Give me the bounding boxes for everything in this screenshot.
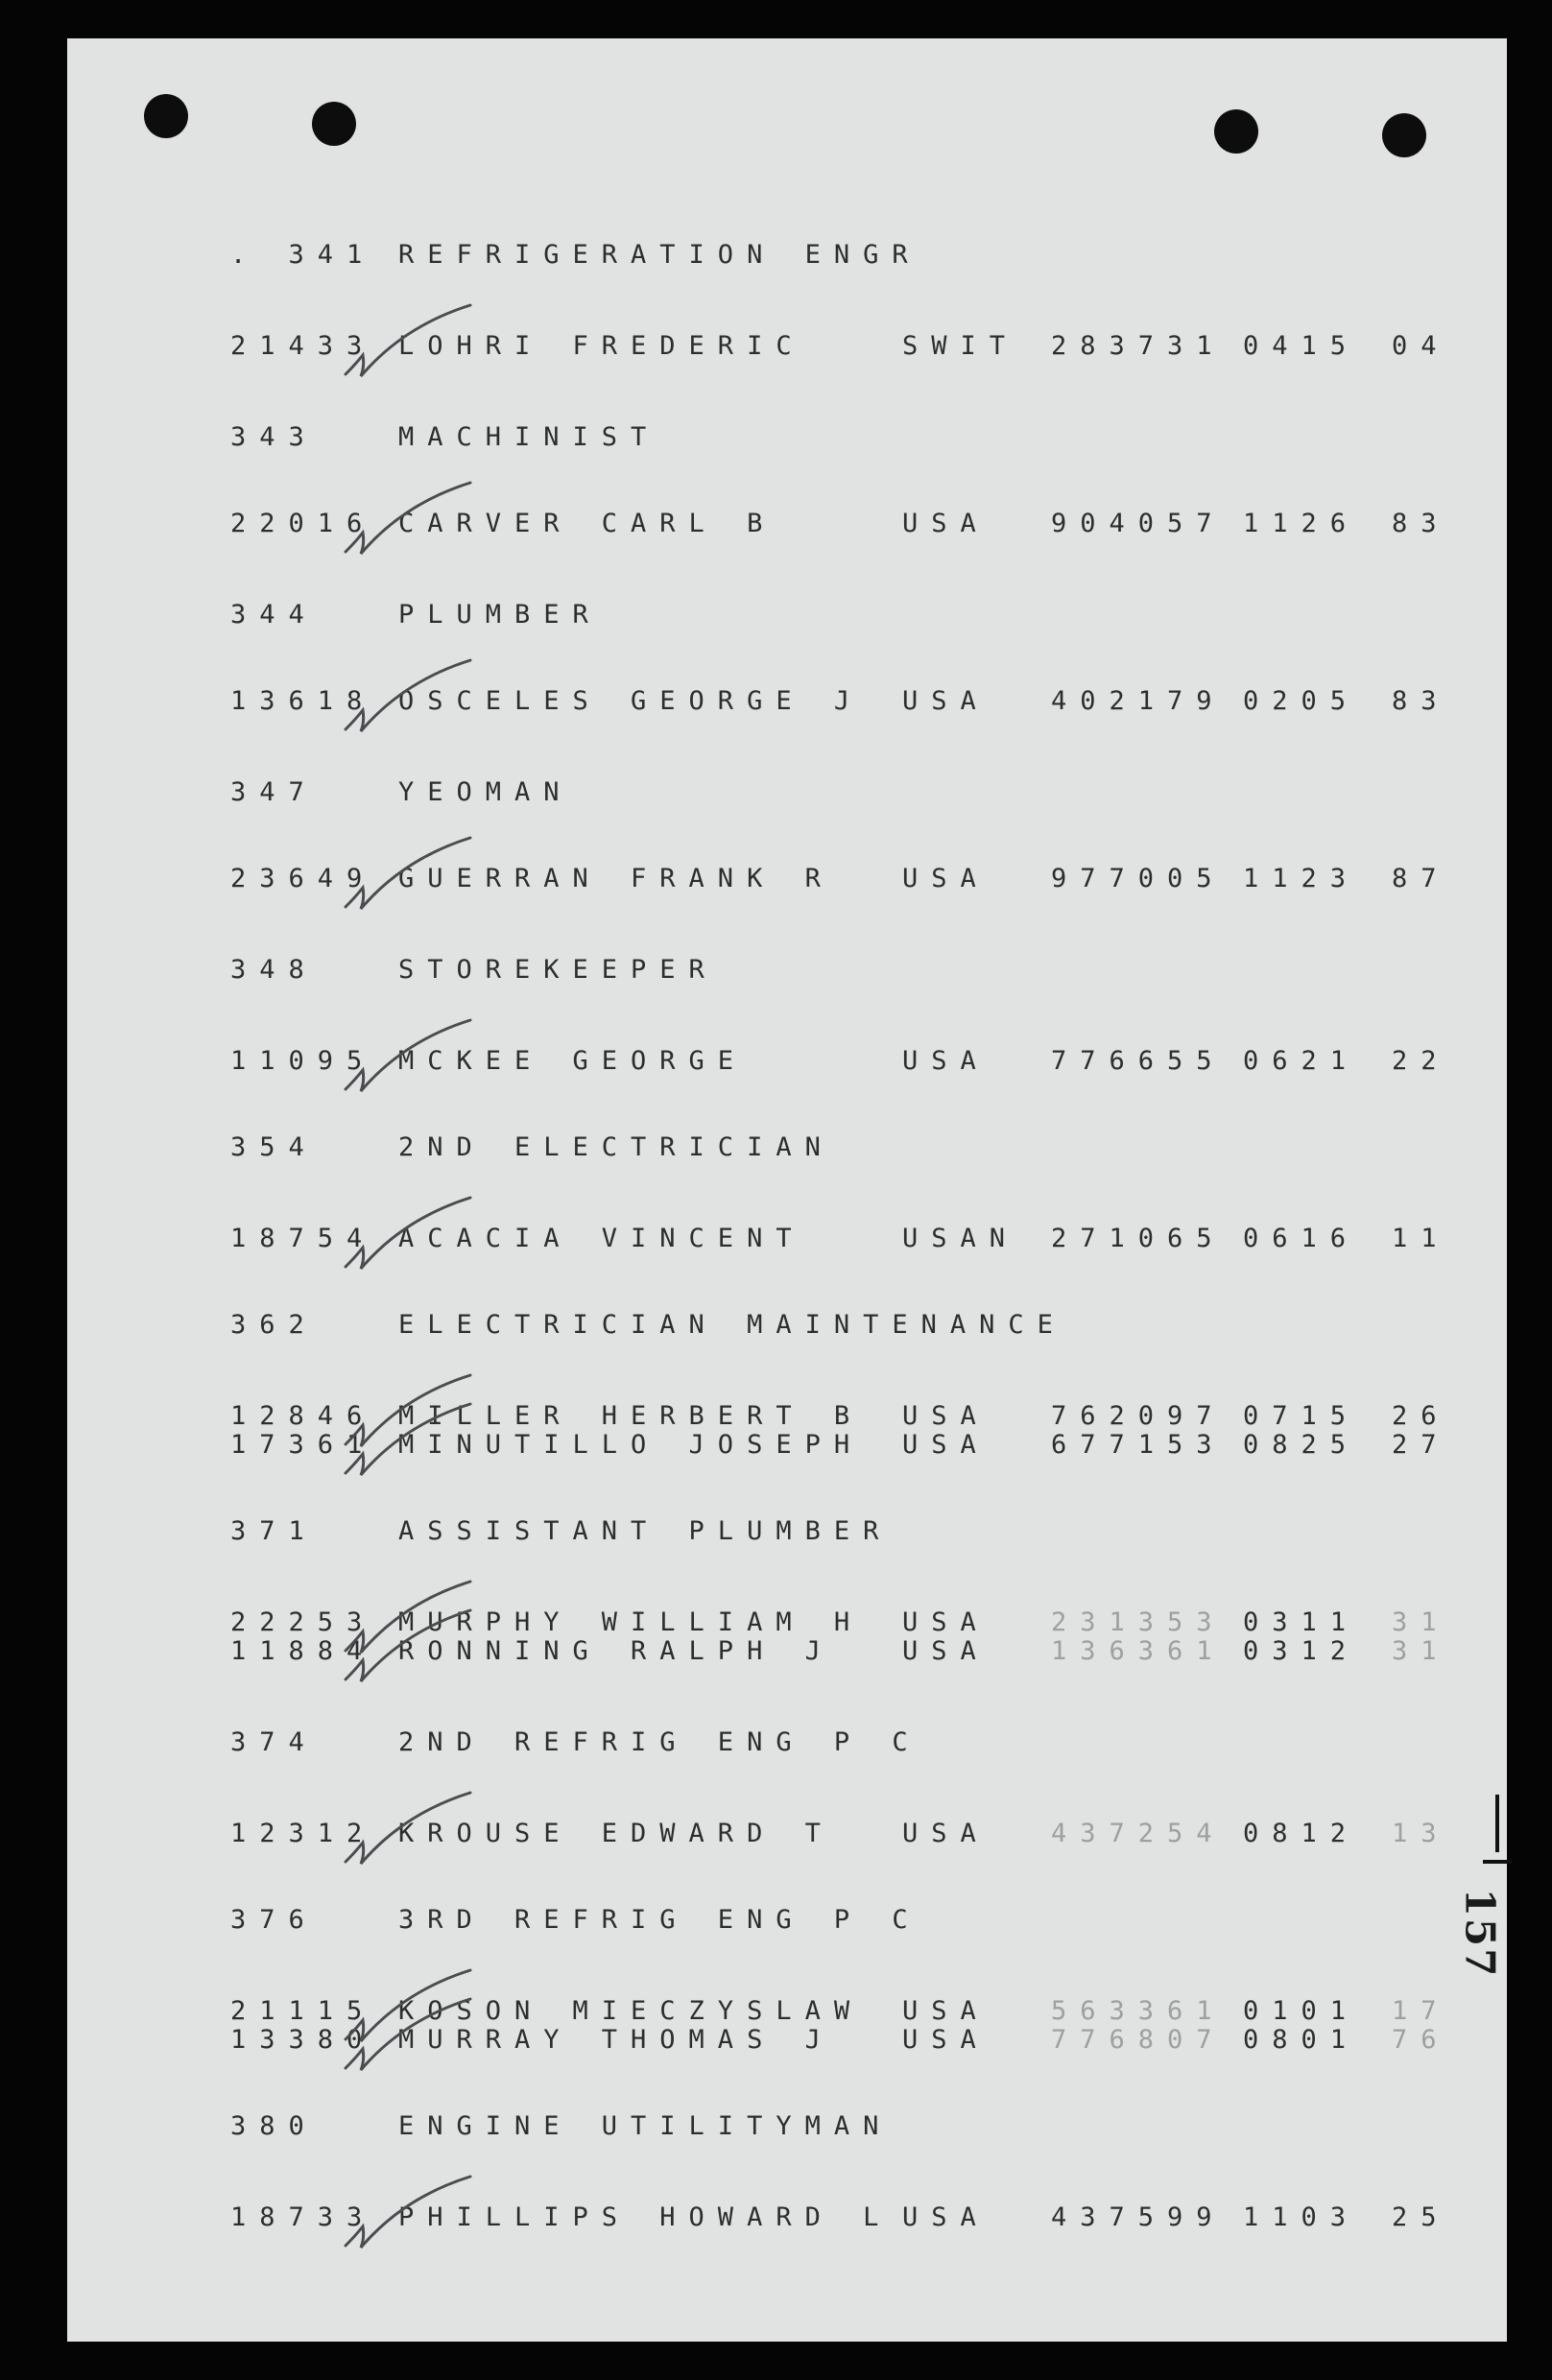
crew-reference: 977005 bbox=[1051, 864, 1226, 893]
role-title: 3RD REFRIG ENG P C bbox=[398, 1905, 921, 1935]
crew-number: 21115 bbox=[230, 1996, 376, 2026]
role-code: 348 bbox=[230, 955, 318, 985]
crew-citizenship: USAN bbox=[902, 1224, 1019, 1253]
crew-number: 17361 bbox=[230, 1430, 376, 1460]
crew-entry bbox=[230, 1224, 1497, 1272]
role-heading bbox=[230, 1727, 1497, 1775]
crew-citizenship: USA bbox=[902, 1819, 990, 1848]
crew-citizenship: USA bbox=[902, 864, 990, 893]
crew-number: 18733 bbox=[230, 2202, 376, 2232]
role-code: 380 bbox=[230, 2111, 318, 2141]
stamp-number: 157 bbox=[1456, 1888, 1504, 1979]
crew-name: PHILLIPS HOWARD L bbox=[398, 2202, 893, 2232]
role-heading bbox=[230, 1132, 1497, 1180]
crew-name: KROUSE EDWARD T bbox=[398, 1819, 834, 1848]
crew-citizenship: USA bbox=[902, 686, 990, 716]
document-page bbox=[67, 38, 1507, 2342]
crew-date: 1123 bbox=[1243, 864, 1360, 893]
role-heading bbox=[230, 1905, 1497, 1953]
role-code: 362 bbox=[230, 1310, 318, 1340]
role-title: ASSISTANT PLUMBER bbox=[398, 1516, 893, 1546]
role-heading bbox=[230, 600, 1497, 648]
crew-reference: 437599 bbox=[1051, 2202, 1226, 2232]
crew-reference: 563361 bbox=[1051, 1996, 1226, 2026]
punch-hole bbox=[312, 102, 356, 146]
crew-reference: 762097 bbox=[1051, 1401, 1226, 1431]
crew-name: OSCELES GEORGE J bbox=[398, 686, 864, 716]
crew-name: MILLER HERBERT B bbox=[398, 1401, 864, 1431]
crew-date: 0812 bbox=[1243, 1819, 1360, 1848]
crew-figure: 27 bbox=[1392, 1430, 1450, 1460]
role-title: MACHINIST bbox=[398, 422, 660, 452]
crew-citizenship: USA bbox=[902, 2025, 990, 2055]
crew-date: 0312 bbox=[1243, 1636, 1360, 1666]
crew-name: MURPHY WILLIAM H bbox=[398, 1607, 864, 1637]
crew-entry bbox=[230, 509, 1497, 557]
crew-citizenship: USA bbox=[902, 1996, 990, 2026]
crew-reference: 231353 bbox=[1051, 1607, 1226, 1637]
crew-entry bbox=[230, 864, 1497, 912]
crew-figure: 13 bbox=[1392, 1819, 1450, 1848]
crew-figure: 76 bbox=[1392, 2025, 1450, 2055]
crew-entry bbox=[230, 1430, 1497, 1478]
crew-date: 0415 bbox=[1243, 331, 1360, 361]
crew-name: ACACIA VINCENT bbox=[398, 1224, 805, 1253]
crew-number: 21433 bbox=[230, 331, 376, 361]
crew-reference: 283731 bbox=[1051, 331, 1226, 361]
role-heading bbox=[230, 422, 1497, 470]
role-code: 354 bbox=[230, 1132, 318, 1162]
crew-figure: 26 bbox=[1392, 1401, 1450, 1431]
role-code: . 341 bbox=[230, 240, 376, 270]
crew-number: 22016 bbox=[230, 509, 376, 538]
crew-citizenship: USA bbox=[902, 1430, 990, 1460]
role-code: 376 bbox=[230, 1905, 318, 1935]
crew-name: LOHRI FREDERIC bbox=[398, 331, 805, 361]
crew-name: GUERRAN FRANK R bbox=[398, 864, 834, 893]
crew-number: 12312 bbox=[230, 1819, 376, 1848]
role-title: 2ND REFRIG ENG P C bbox=[398, 1727, 921, 1757]
crew-reference: 776807 bbox=[1051, 2025, 1226, 2055]
crew-number: 11095 bbox=[230, 1046, 376, 1076]
crew-date: 0715 bbox=[1243, 1401, 1360, 1431]
crew-number: 18754 bbox=[230, 1224, 376, 1253]
crew-citizenship: USA bbox=[902, 1607, 990, 1637]
crew-date: 1103 bbox=[1243, 2202, 1360, 2232]
crew-number: 13618 bbox=[230, 686, 376, 716]
role-code: 343 bbox=[230, 422, 318, 452]
crew-date: 0101 bbox=[1243, 1996, 1360, 2026]
crew-number: 12846 bbox=[230, 1401, 376, 1431]
crew-citizenship: SWIT bbox=[902, 331, 1019, 361]
crew-date: 0825 bbox=[1243, 1430, 1360, 1460]
role-code: 374 bbox=[230, 1727, 318, 1757]
crew-reference: 271065 bbox=[1051, 1224, 1226, 1253]
crew-entry bbox=[230, 686, 1497, 734]
role-title: PLUMBER bbox=[398, 600, 602, 630]
role-code: 344 bbox=[230, 600, 318, 630]
role-title: ELECTRICIAN MAINTENANCE bbox=[398, 1310, 1066, 1340]
crew-figure: 22 bbox=[1392, 1046, 1450, 1076]
crew-reference: 776655 bbox=[1051, 1046, 1226, 1076]
crew-name: MURRAY THOMAS J bbox=[398, 2025, 834, 2055]
crew-citizenship: USA bbox=[902, 1046, 990, 1076]
crew-date: 0621 bbox=[1243, 1046, 1360, 1076]
crew-name: RONNING RALPH J bbox=[398, 1636, 834, 1666]
crew-reference: 136361 bbox=[1051, 1636, 1226, 1666]
crew-figure: 87 bbox=[1392, 864, 1450, 893]
crew-figure: 31 bbox=[1392, 1636, 1450, 1666]
crew-figure: 83 bbox=[1392, 509, 1450, 538]
punch-hole bbox=[1382, 113, 1426, 157]
role-code: 347 bbox=[230, 777, 318, 807]
crew-figure: 11 bbox=[1392, 1224, 1450, 1253]
crew-figure: 17 bbox=[1392, 1996, 1450, 2026]
crew-entry bbox=[230, 1819, 1497, 1867]
role-heading bbox=[230, 240, 1497, 288]
role-heading bbox=[230, 1310, 1497, 1358]
role-code: 371 bbox=[230, 1516, 318, 1546]
role-heading bbox=[230, 1516, 1497, 1564]
crew-reference: 402179 bbox=[1051, 686, 1226, 716]
crew-date: 0311 bbox=[1243, 1607, 1360, 1637]
crew-reference: 437254 bbox=[1051, 1819, 1226, 1848]
punch-hole bbox=[1214, 109, 1258, 154]
role-heading bbox=[230, 955, 1497, 1003]
crew-citizenship: USA bbox=[902, 509, 990, 538]
crew-entry bbox=[230, 2202, 1497, 2250]
role-title: YEOMAN bbox=[398, 777, 573, 807]
crew-name: KOSON MIECZYSLAW bbox=[398, 1996, 864, 2026]
crew-figure: 83 bbox=[1392, 686, 1450, 716]
crew-date: 0801 bbox=[1243, 2025, 1360, 2055]
crew-figure: 25 bbox=[1392, 2202, 1450, 2232]
role-title: ENGINE UTILITYMAN bbox=[398, 2111, 893, 2141]
crew-number: 11884 bbox=[230, 1636, 376, 1666]
crew-entry bbox=[230, 2025, 1497, 2073]
role-heading bbox=[230, 2111, 1497, 2159]
crew-figure: 31 bbox=[1392, 1607, 1450, 1637]
crew-figure: 04 bbox=[1392, 331, 1450, 361]
role-title: REFRIGERATION ENGR bbox=[398, 240, 921, 270]
punch-hole bbox=[144, 94, 188, 138]
crew-citizenship: USA bbox=[902, 1401, 990, 1431]
crew-entry bbox=[230, 331, 1497, 379]
crew-entry bbox=[230, 1046, 1497, 1094]
role-title: STOREKEEPER bbox=[398, 955, 718, 985]
crew-date: 0205 bbox=[1243, 686, 1360, 716]
crew-name: MCKEE GEORGE bbox=[398, 1046, 748, 1076]
role-heading bbox=[230, 777, 1497, 825]
crew-reference: 904057 bbox=[1051, 509, 1226, 538]
role-title: 2ND ELECTRICIAN bbox=[398, 1132, 834, 1162]
crew-entry bbox=[230, 1636, 1497, 1684]
crew-citizenship: USA bbox=[902, 1636, 990, 1666]
crew-date: 1126 bbox=[1243, 509, 1360, 538]
crew-citizenship: USA bbox=[902, 2202, 990, 2232]
crew-date: 0616 bbox=[1243, 1224, 1360, 1253]
crew-name: MINUTILLO JOSEPH bbox=[398, 1430, 864, 1460]
crew-name: CARVER CARL B bbox=[398, 509, 776, 538]
crew-reference: 677153 bbox=[1051, 1430, 1226, 1460]
crew-number: 22253 bbox=[230, 1607, 376, 1637]
crew-number: 13380 bbox=[230, 2025, 376, 2055]
crew-number: 23649 bbox=[230, 864, 376, 893]
